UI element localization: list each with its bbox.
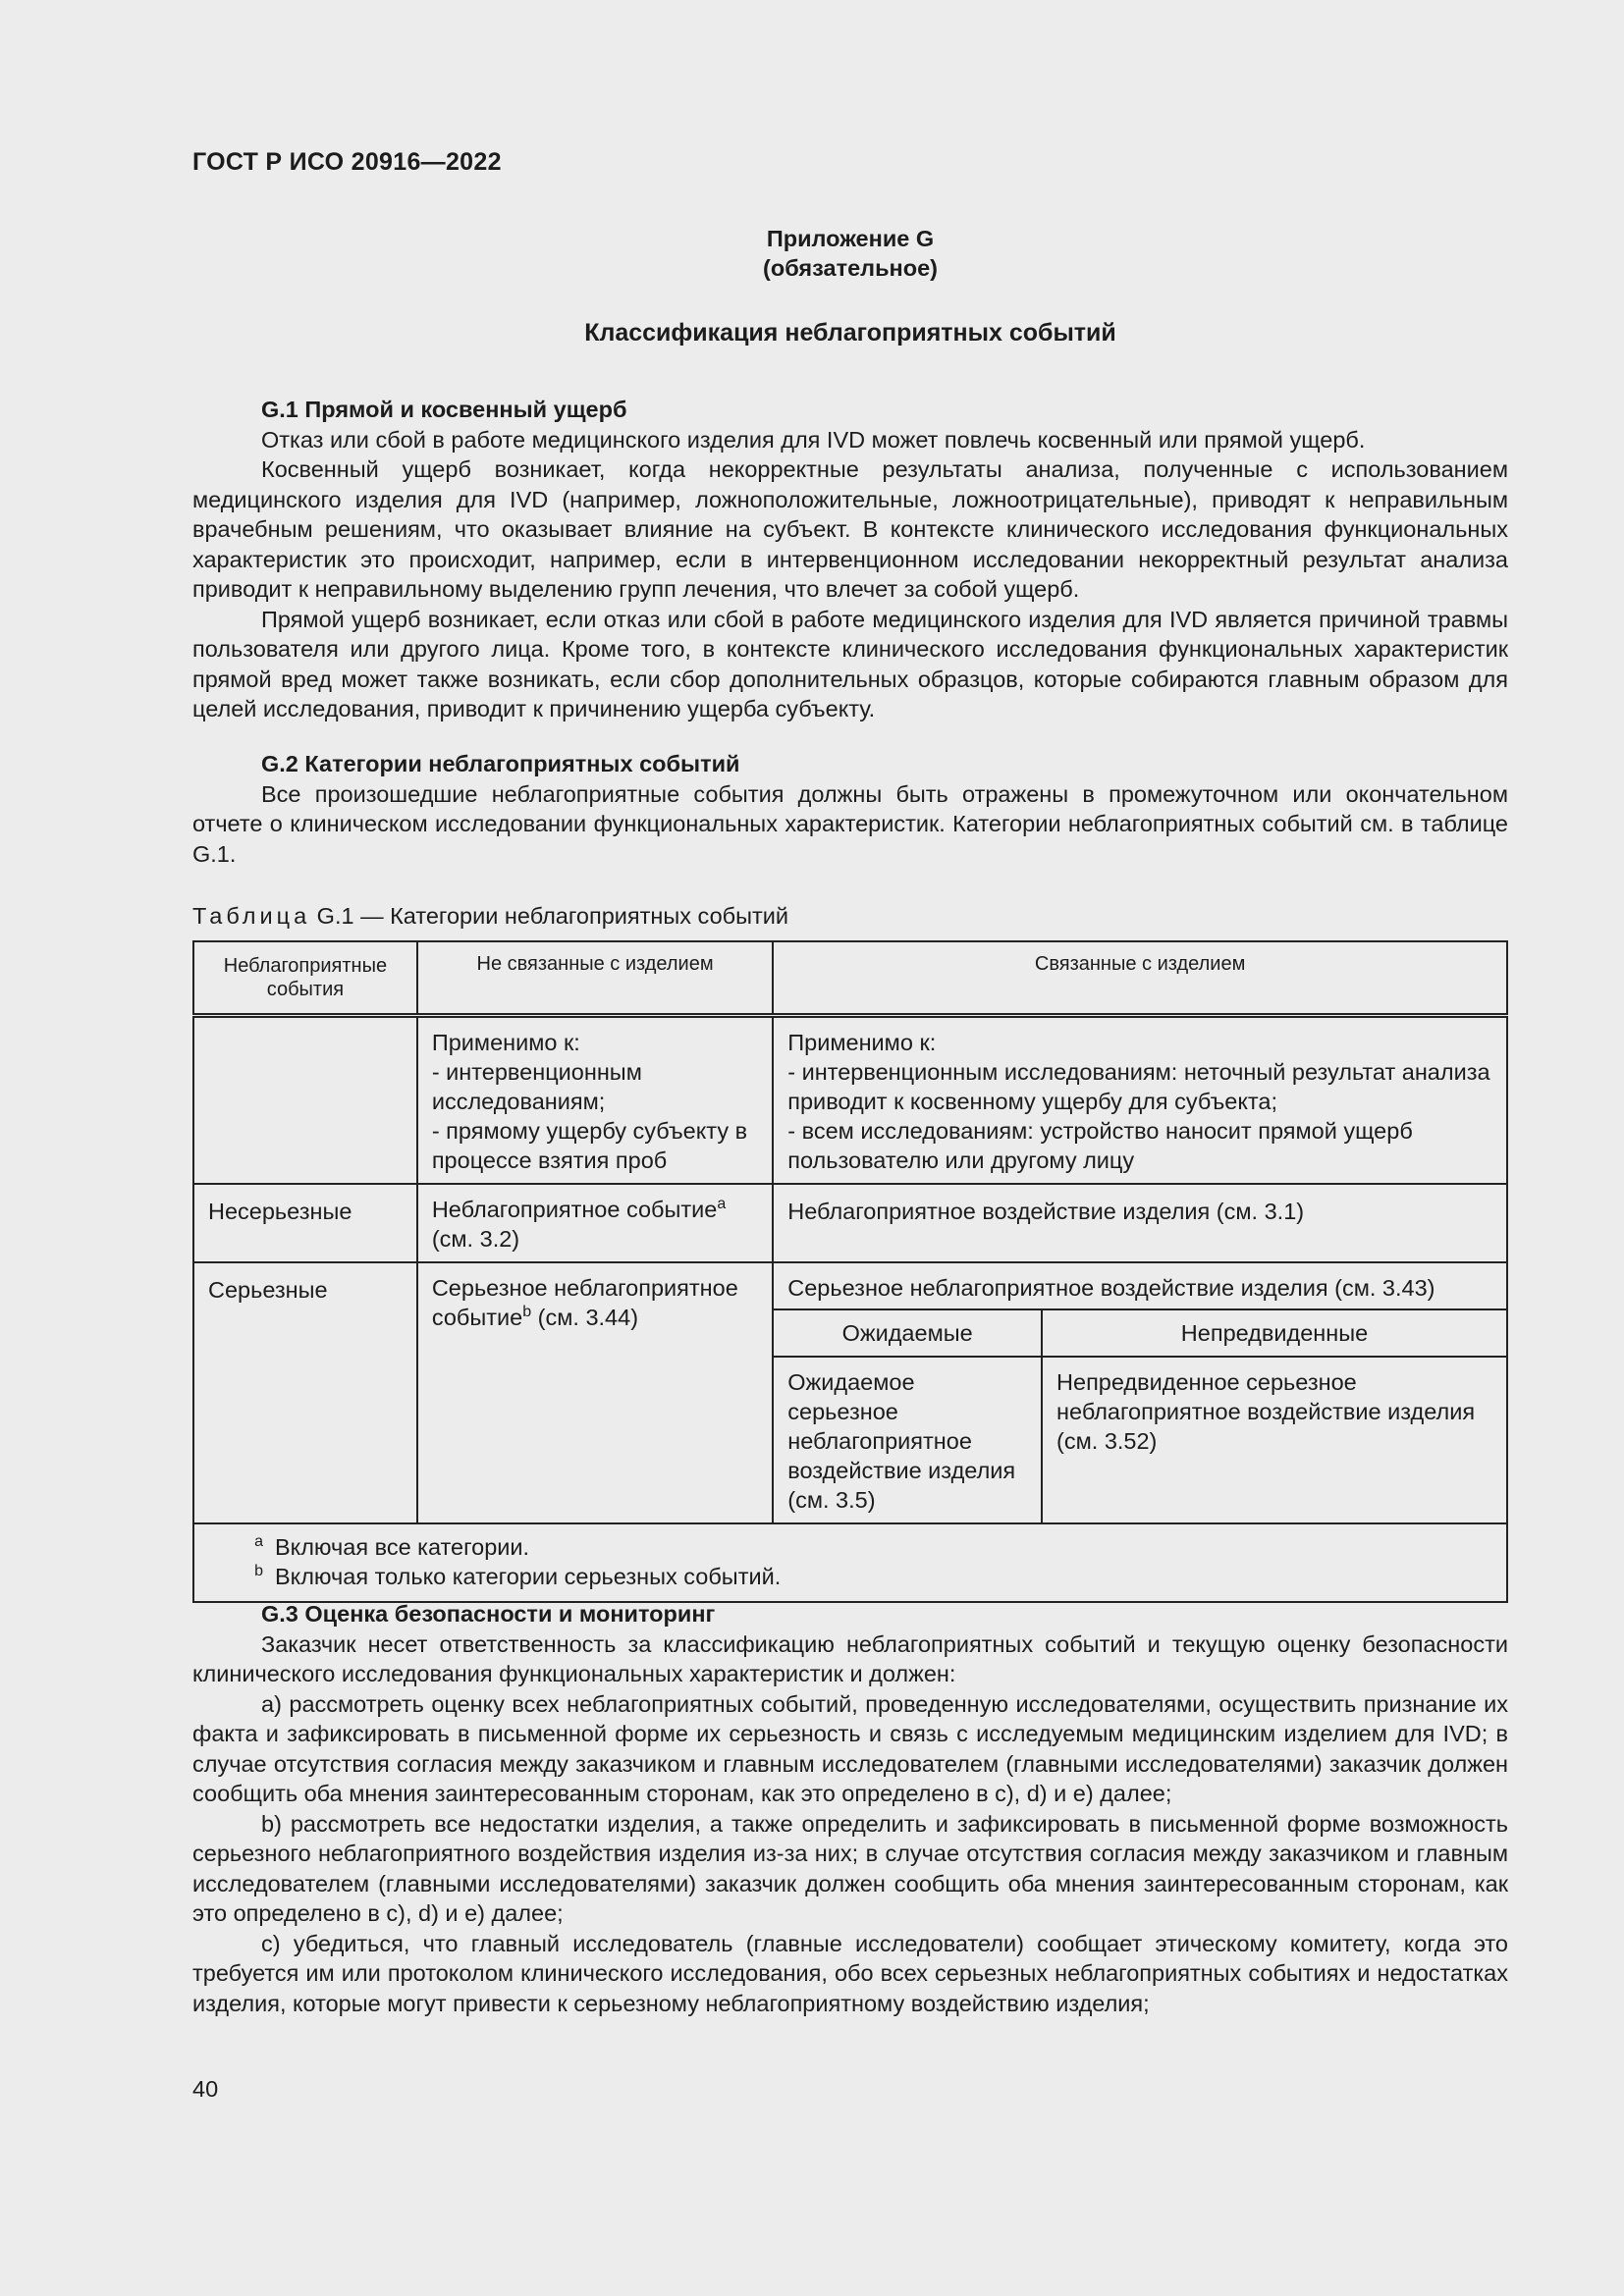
g3-item-b: b) рассмотреть все недостатки изделия, а также определить и зафиксировать в письменной форме возможность серьезного неблагоприятного воздействия изделия из-за них; в случае отсутствия согласия между заказчиком и главным исследователем (главными исследователями) заказчик должен сообщить оба мнения заинтересованным сторонам, как это определено в c), d) и e) далее; (192, 1810, 1508, 1926)
standard-designation: ГОСТ Р ИСО 20916—2022 (192, 148, 502, 176)
table-caption-label: Таблица (192, 903, 311, 929)
table-footnotes (193, 1523, 1507, 1602)
g1-paragraph: Прямой ущерб возникает, если отказ или сбой в работе медицинского изделия для IVD является причиной травмы пользователя или другого лица. Кроме того, в контексте клинического исследования функциональных характеристик прямой вред может также возникать, если сбор дополнительных образцов, которые собираются главным образом для целей исследования, приводит к причинению ущерба субъекту. (192, 606, 1508, 721)
annex-title: Приложение G (766, 226, 935, 251)
annex-status: (обязательное) (763, 255, 938, 281)
section-g3 (192, 1599, 1508, 2018)
g3-paragraph: Заказчик несет ответственность за классификацию неблагоприятных событий и текущую оценку безопасности клинического исследования функциональных характеристик и должен: (192, 1630, 1508, 1686)
unanticipated-header: Непредвиденные (1042, 1309, 1507, 1357)
nonserious-related: Неблагоприятное воздействие изделия (см. 3.1) (773, 1184, 1507, 1262)
nonserious-unrelated (417, 1184, 773, 1262)
serious-row (193, 1262, 1507, 1309)
applicability-row (193, 1016, 1507, 1185)
nonserious-unrelated-text: Неблагоприятное событие (431, 1197, 718, 1222)
nonserious-unrelated-ref: (см. 3.2) (431, 1226, 520, 1252)
serious-unrelated-ref: (см. 3.44) (531, 1305, 639, 1330)
g3-item-c: c) убедиться, что главный исследователь (главные исследователи) сообщает этическому комитету, когда это требуется им или протоколом клинического исследования, обо всех серьезных неблагоприятных событиях и недостатках изделия, которые могут привести к серьезному неблагоприятному воздействию изделия; (192, 1930, 1508, 2016)
header-events: Неблагоприятные события (193, 941, 417, 1016)
g1-paragraph: Косвенный ущерб возникает, когда некорректные результаты анализа, полученные с использованием медицинского изделия для IVD (например, ложноположительные, ложноотрицательные), приводят к неправильным врачебным решениям, что оказывает влияние на субъект. В контексте клинического исследования функциональных характеристик это происходит, например, если в интервенционном исследовании некорректный результат анализа приводит к неправильному выделению групп лечения, что влечет за собой ущерб. (192, 456, 1508, 602)
applicability-unrelated: Применимо к: - интервенционным исследованиям; - прямому ущербу субъекту в процессе взятия проб (417, 1016, 773, 1185)
applicability-empty-cell (193, 1016, 417, 1185)
serious-related: Серьезное неблагоприятное воздействие изделия (см. 3.43) (773, 1262, 1507, 1309)
table-header-row (193, 941, 1507, 1016)
anticipated-effect: Ожидаемое серьезное неблагоприятное воздействие изделия (см. 3.5) (773, 1357, 1042, 1523)
footnote (208, 1562, 1492, 1591)
footnote-text: Включая только категории серьезных событий. (275, 1564, 782, 1589)
serious-unrelated (417, 1262, 773, 1523)
anticipated-header: Ожидаемые (773, 1309, 1042, 1357)
header-related: Связанные с изделием (773, 941, 1507, 1016)
nonserious-label: Несерьезные (193, 1184, 417, 1262)
unanticipated-effect: Непредвиденное серьезное неблагоприятное воздействие изделия (см. 3.52) (1042, 1357, 1507, 1523)
g3-item-a: a) рассмотреть оценку всех неблагоприятных событий, проведенную исследователями, осуществить признание их факта и зафиксировать в письменной форме их серьезность и связь с исследуемым медицинским изделием для IVD; в случае отсутствия согласия между заказчиком и главным исследователем (главными исследователями) заказчик должен сообщить оба мнения заинтересованным сторонам, как это определено в c), d) и e) далее; (192, 1690, 1508, 1806)
footnotes-row (193, 1523, 1507, 1602)
table-caption (192, 901, 788, 932)
section-g1-heading: G.1 Прямой и косвенный ущерб (261, 397, 627, 422)
annex-block (192, 224, 1508, 283)
footnote-mark: b (254, 1563, 263, 1579)
footnote-mark-a: a (717, 1196, 727, 1213)
section-g2-heading: G.2 Категории неблагоприятных событий (261, 751, 740, 776)
section-g3-heading: G.3 Оценка безопасности и мониторинг (261, 1601, 716, 1627)
applicability-related: Применимо к: - интервенционным исследованиям: неточный результат анализа приводит к косвенному ущербу для субъекта; - всем исследованиям: устройство наносит прямой ущерб пользователю или другому лицу (773, 1016, 1507, 1185)
footnote-mark-b: b (522, 1304, 532, 1321)
footnote-mark: a (254, 1533, 263, 1550)
section-g1 (192, 395, 1508, 724)
nonserious-row (193, 1184, 1507, 1262)
table-caption-title: G.1 — Категории неблагоприятных событий (310, 903, 789, 929)
g1-paragraph: Отказ или сбой в работе медицинского изделия для IVD может повлечь косвенный или прямой ущерб. (261, 426, 1366, 453)
section-g2 (192, 749, 1508, 869)
serious-label: Серьезные (193, 1262, 417, 1523)
g2-paragraph: Все произошедшие неблагоприятные события должны быть отражены в промежуточном или окончательном отчете о клиническом исследовании функциональных характеристик. Категории неблагоприятных событий см. в таблице G.1. (192, 780, 1508, 867)
footnote-text: Включая все категории. (275, 1534, 530, 1560)
serious-unrelated-text: Серьезное неблагоприятное событие (431, 1275, 738, 1330)
page-number: 40 (192, 2076, 219, 2102)
annex-heading: Классификация неблагоприятных событий (584, 319, 1116, 347)
footnote (208, 1532, 1492, 1562)
document-page (192, 0, 1508, 2296)
header-unrelated: Не связанные с изделием (417, 941, 773, 1016)
adverse-events-table (192, 940, 1508, 1603)
